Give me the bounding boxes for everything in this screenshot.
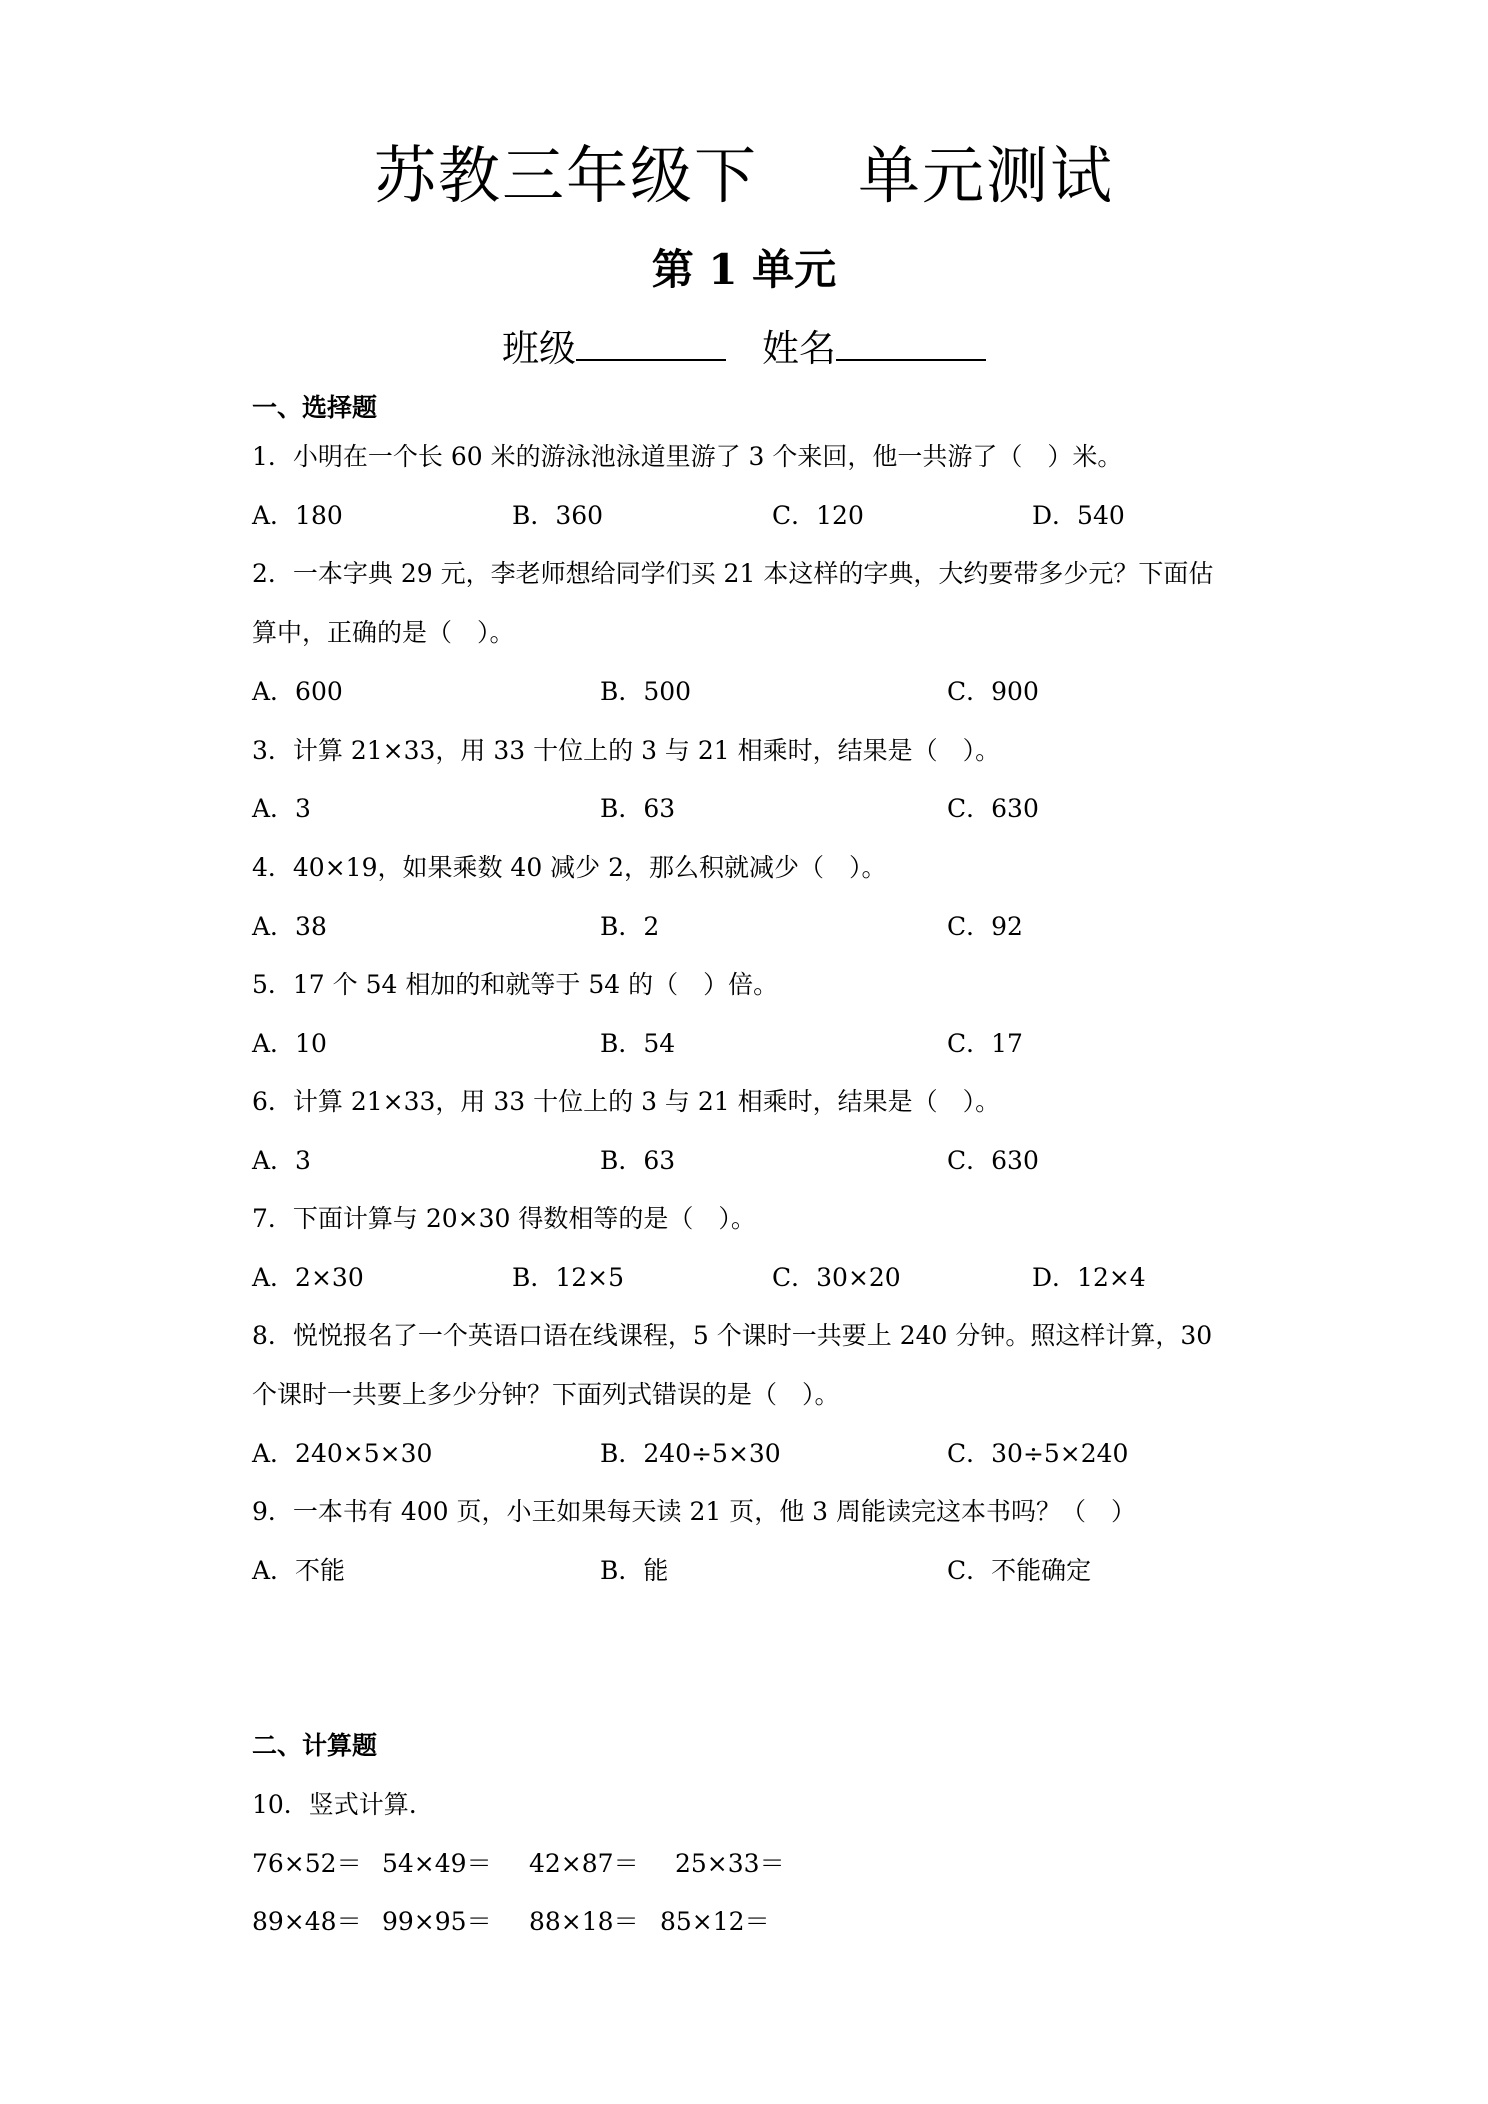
question-3-text: 3．计算 21×33，用 33 十位上的 3 与 21 相乘时，结果是（ ）。 xyxy=(252,736,1001,765)
name-blank[interactable] xyxy=(836,325,986,361)
q3-option-a: A．3 xyxy=(252,794,311,823)
q1-option-c: C．120 xyxy=(772,501,864,530)
question-8-text-line2: 个课时一共要上多少分钟？下面列式错误的是（ ）。 xyxy=(252,1380,840,1409)
q7-option-d: D．12×4 xyxy=(1032,1263,1146,1292)
page-title xyxy=(0,138,1488,214)
q7-option-b: B．12×5 xyxy=(512,1263,625,1292)
calc-42x87: 42×87＝ xyxy=(529,1849,639,1878)
q9-option-b: B．能 xyxy=(600,1556,669,1585)
calc-99x95: 99×95＝ xyxy=(382,1907,492,1936)
question-7-text: 7．下面计算与 20×30 得数相等的是（ ）。 xyxy=(252,1204,756,1233)
question-2-text-line1: 2．一本字典 29 元，李老师想给同学们买 21 本这样的字典，大约要带多少元？下面估 xyxy=(252,559,1214,588)
q4-option-c: C．92 xyxy=(947,912,1023,941)
q8-option-c: C．30÷5×240 xyxy=(947,1439,1129,1468)
q1-option-b: B．360 xyxy=(512,501,604,530)
q8-option-b: B．240÷5×30 xyxy=(600,1439,781,1468)
question-9-text: 9．一本书有 400 页，小王如果每天读 21 页，他 3 周能读完这本书吗？（ ） xyxy=(252,1497,1137,1526)
question-6-text: 6．计算 21×33，用 33 十位上的 3 与 21 相乘时，结果是（ ）。 xyxy=(252,1087,1001,1116)
section-title-choice: 一、选择题 xyxy=(252,393,378,422)
q2-option-b: B．500 xyxy=(600,677,692,706)
calc-76x52: 76×52＝ xyxy=(252,1849,362,1878)
question-10-text: 10．竖式计算. xyxy=(252,1790,417,1819)
section-title-calc: 二、计算题 xyxy=(252,1731,378,1760)
question-1-text: 1．小明在一个长 60 米的游泳池泳道里游了 3 个来回，他一共游了（ ）米。 xyxy=(252,442,1123,471)
q6-option-b: B．63 xyxy=(600,1146,676,1175)
q1-option-a: A．180 xyxy=(252,501,343,530)
q9-option-a: A．不能 xyxy=(252,1556,346,1585)
calc-89x48: 89×48＝ xyxy=(252,1907,362,1936)
class-blank[interactable] xyxy=(576,325,726,361)
q2-option-a: A．600 xyxy=(252,677,343,706)
q4-option-a: A．38 xyxy=(252,912,327,941)
calc-88x18: 88×18＝ xyxy=(529,1907,639,1936)
q1-option-d: D．540 xyxy=(1032,501,1125,530)
q3-option-b: B．63 xyxy=(600,794,676,823)
calc-25x33: 25×33＝ xyxy=(675,1849,785,1878)
name-label: 姓名 xyxy=(762,327,836,370)
q9-option-c: C．不能确定 xyxy=(947,1556,1092,1585)
q5-option-b: B．54 xyxy=(600,1029,676,1058)
q2-option-c: C．900 xyxy=(947,677,1039,706)
question-4-text: 4．40×19，如果乘数 40 减少 2，那么积就减少（ ）。 xyxy=(252,853,887,882)
question-2-text-line2: 算中，正确的是（ ）。 xyxy=(252,618,515,647)
unit-title: 第 1 单元 xyxy=(651,245,837,294)
question-5-text: 5．17 个 54 相加的和就等于 54 的（ ）倍。 xyxy=(252,970,779,999)
class-label: 班级 xyxy=(502,327,576,370)
question-8-text-line1: 8．悦悦报名了一个英语口语在线课程，5 个课时一共要上 240 分钟。照这样计算，30 xyxy=(252,1321,1213,1350)
page-title-left: 苏教三年级下 xyxy=(373,139,758,212)
q8-option-a: A．240×5×30 xyxy=(252,1439,433,1468)
q5-option-c: C．17 xyxy=(947,1029,1023,1058)
student-info xyxy=(0,324,1488,374)
q7-option-a: A．2×30 xyxy=(252,1263,364,1292)
q6-option-a: A．3 xyxy=(252,1146,311,1175)
page-title-right: 单元测试 xyxy=(858,139,1115,212)
q6-option-c: C．630 xyxy=(947,1146,1039,1175)
q3-option-c: C．630 xyxy=(947,794,1039,823)
calc-85x12: 85×12＝ xyxy=(660,1907,770,1936)
q7-option-c: C．30×20 xyxy=(772,1263,901,1292)
q4-option-b: B．2 xyxy=(600,912,660,941)
q5-option-a: A．10 xyxy=(252,1029,327,1058)
calc-54x49: 54×49＝ xyxy=(382,1849,492,1878)
